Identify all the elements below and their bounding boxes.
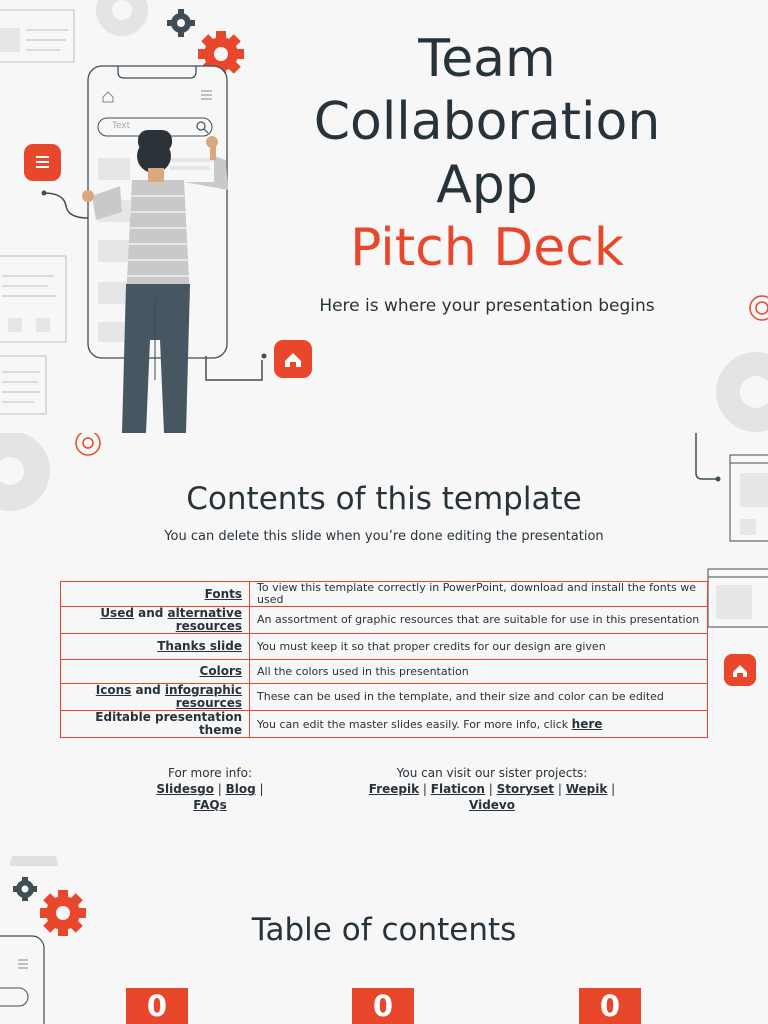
- section-number-badge: 0: [579, 988, 641, 1024]
- wireframe-card-icon: [0, 10, 74, 62]
- table-row: [61, 684, 708, 711]
- slide-title: [300, 28, 674, 280]
- section-number-badge: 0: [352, 988, 414, 1024]
- link-separator: |: [554, 782, 566, 796]
- table-cell: To view this template correctly in PowerPoint, download and install the fonts we used: [250, 582, 708, 607]
- storyset-link[interactable]: Storyset: [496, 782, 555, 796]
- more-info-block: [120, 765, 300, 813]
- contents-slide: [0, 433, 768, 856]
- sister-projects-label: You can visit our sister projects:: [396, 766, 588, 780]
- infographic-resources-link[interactable]: infographic resources: [164, 683, 242, 710]
- phone-frame: [0, 936, 44, 1024]
- table-key-text: and: [133, 606, 168, 620]
- wepik-link[interactable]: Wepik: [565, 782, 608, 796]
- link-separator: |: [255, 782, 264, 796]
- wireframe-card-icon: [0, 356, 46, 414]
- gear-icon: [96, 0, 148, 36]
- fonts-link[interactable]: Fonts: [204, 586, 242, 601]
- table-row: [61, 582, 708, 607]
- videvo-link[interactable]: Videvo: [469, 798, 515, 812]
- home-icon: [274, 340, 312, 378]
- table-of-contents-slide: [0, 856, 768, 1024]
- table-cell: An assortment of graphic resources that are suitable for use in this presentation: [250, 607, 708, 634]
- colors-link[interactable]: Colors: [199, 664, 242, 678]
- contents-subtitle: You can delete this slide when you’re done editing the presentation: [164, 529, 604, 544]
- menu-icon: [24, 144, 61, 181]
- thanks-slide-link[interactable]: Thanks slide: [157, 639, 242, 653]
- icons-link[interactable]: Icons: [95, 683, 132, 697]
- table-row: [61, 634, 708, 660]
- toc-title: Table of contents: [251, 912, 517, 948]
- gear-icon: [76, 433, 100, 455]
- blog-link[interactable]: Blog: [225, 782, 256, 796]
- search-placeholder: Text: [112, 121, 131, 131]
- gear-icon: [716, 352, 768, 432]
- used-link[interactable]: Used: [100, 606, 134, 620]
- slidesgo-link[interactable]: Slidesgo: [156, 782, 214, 796]
- gear-icon: [167, 9, 195, 37]
- title-line: Collaboration: [313, 92, 661, 152]
- contents-table: [60, 581, 708, 738]
- freepik-link[interactable]: Freepik: [368, 782, 420, 796]
- gear-icon: [750, 296, 768, 320]
- home-icon: [724, 654, 756, 686]
- table-key-text: and: [131, 683, 165, 697]
- section-number-badge: 0: [126, 988, 188, 1024]
- title-slide: [0, 0, 768, 433]
- table-key-text: Editable presentation theme: [61, 711, 250, 738]
- slide-subtitle: Here is where your presentation begins: [319, 296, 655, 316]
- link-separator: |: [607, 782, 616, 796]
- gear-icon: [13, 877, 37, 901]
- table-cell: All the colors used in this presentation: [250, 660, 708, 684]
- link-separator: |: [484, 782, 497, 796]
- link-separator: |: [419, 782, 431, 796]
- here-link[interactable]: here: [571, 716, 603, 731]
- table-cell: You must keep it so that proper credits for our design are given: [250, 634, 708, 660]
- flaticon-link[interactable]: Flaticon: [430, 782, 485, 796]
- table-row: [61, 711, 708, 738]
- title-line: App: [436, 155, 538, 215]
- alternative-resources-link[interactable]: alternative resources: [167, 606, 242, 633]
- link-separator: |: [213, 782, 226, 796]
- title-accent: Pitch Deck: [350, 218, 624, 278]
- title-line: Team: [418, 29, 556, 89]
- wireframe-window-icon: [708, 569, 768, 627]
- wireframe-card-icon: [0, 256, 66, 342]
- user-avatar-icon: [10, 856, 58, 866]
- contents-title: Contents of this template: [186, 481, 582, 517]
- table-cell: These can be used in the template, and their size and color can be edited: [250, 684, 708, 711]
- table-cell: You can edit the master slides easily. For more info, click: [257, 717, 572, 731]
- sister-projects-block: [350, 765, 634, 813]
- table-row: [61, 607, 708, 634]
- table-row: [61, 660, 708, 684]
- more-info-label: For more info:: [167, 766, 252, 780]
- faqs-link[interactable]: FAQs: [193, 798, 227, 812]
